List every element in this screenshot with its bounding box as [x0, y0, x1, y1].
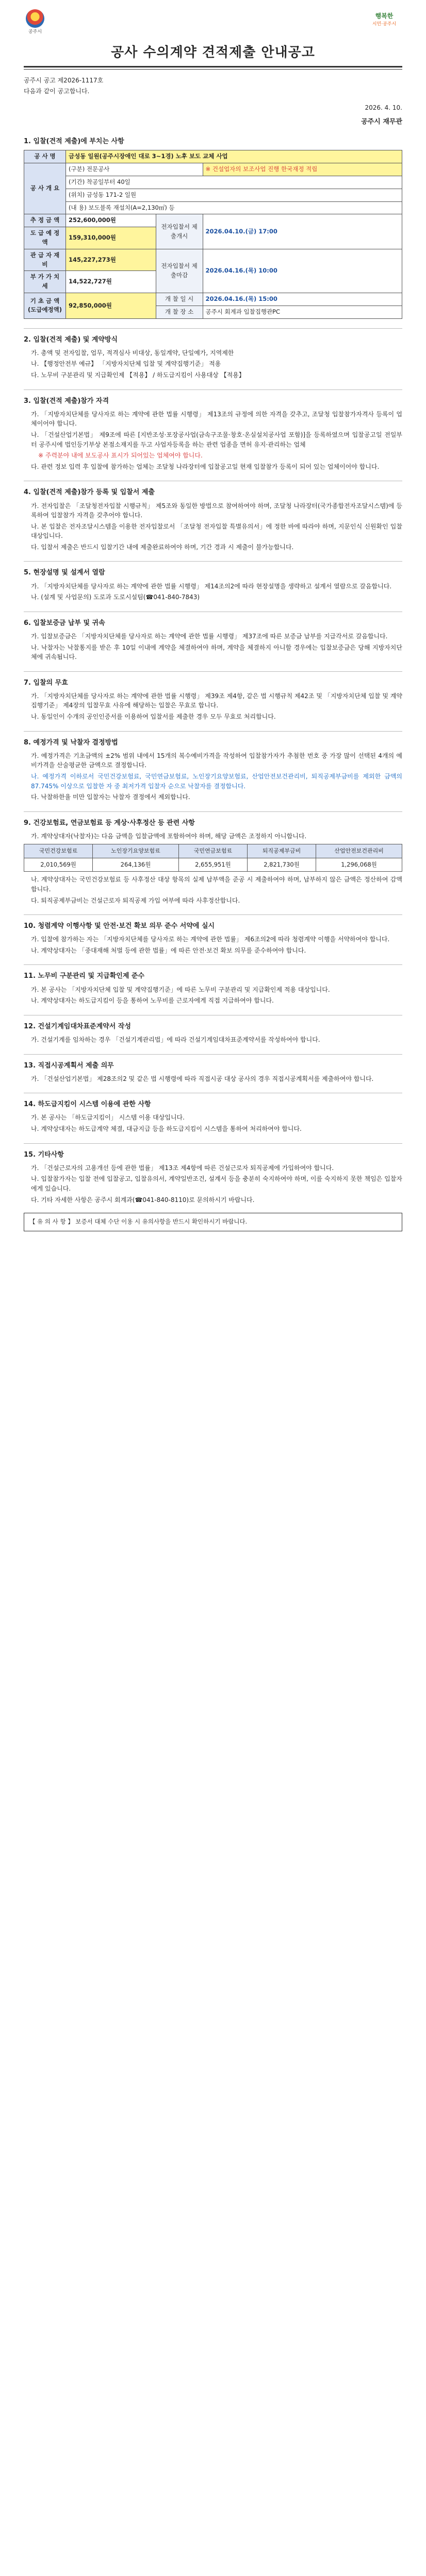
- section-14-item: 가. 본 공사는 「하도급지킴이」 시스템 이용 대상입니다.: [31, 1114, 185, 1122]
- overview-note: ※ 건설업자의 보조사업 진행 한국재정 적립: [203, 163, 402, 176]
- section-8-item: 다. 낙찰하한율 미만 입찰자는 낙찰자 결정에서 제외합니다.: [31, 793, 190, 801]
- notice-number: 공주시 공고 제2026-1117호: [24, 77, 104, 84]
- section-5-item: 나. (설계 및 사업문의) 도로과 도로시설팀(☎041-840-7843): [31, 594, 200, 601]
- section-2-heading: 2. 입찰(견적 제출) 및 계약방식: [24, 335, 118, 344]
- page-title: 공사 수의계약 견적제출 안내공고: [111, 45, 315, 60]
- table-cell: 2,010,569원: [24, 858, 93, 872]
- section-14-heading: 14. 하도급지킴이 시스템 이용에 관한 사항: [24, 1100, 151, 1109]
- section-1-heading: 1. 입찰(견적 제출)에 부치는 사항: [24, 138, 124, 146]
- table-row: [24, 163, 402, 176]
- section-6-heading: 6. 입찰보증금 납부 및 귀속: [24, 619, 105, 627]
- caution-box: 【 유 의 사 항 】 보증서 대체 수단 이용 시 유의사항을 반드시 확인하시기 바랍니다.: [24, 1213, 402, 1231]
- column-header: 퇴직공제부금비: [248, 844, 316, 858]
- table-cell: 1,296,068원: [316, 858, 402, 872]
- money-value: 145,227,273원: [66, 249, 156, 271]
- section-3-item: 가. 「지방자치단체를 당사자로 하는 계약에 관한 법률 시행령」 제13조의 규정에 의한 자격을 갖추고, 조달청 입찰참가자격사 등록이 업체이어야 합니다.: [31, 410, 402, 428]
- section-13-item: 가. 「건설산업기본법」 제28조의2 및 같은 법 시행령에 따라 직접시공 대상 공사의 경우 직접시공계획서를 제출하여야 합니다.: [31, 1075, 374, 1082]
- section-7-heading: 7. 입찰의 무효: [24, 679, 68, 687]
- table-row: [24, 214, 402, 227]
- row-label: 공 사 개 요: [24, 163, 66, 214]
- table-cell: 2,655,951원: [178, 858, 247, 872]
- column-header: 국민건강보험료: [24, 844, 93, 858]
- slogan-line-2: 시민·공주시: [372, 21, 397, 27]
- divider: [24, 811, 402, 812]
- divider: [24, 328, 402, 329]
- section-2-item: 가. 총액 및 전자입찰, 업무, 적격심사 비대상, 동일계약, 단일예가, 지역제한: [31, 349, 234, 357]
- table-row: [24, 150, 402, 163]
- table-row: [24, 189, 402, 201]
- section-8-item: 나. 예정가격 이하로서 국민건강보험료, 국민연금보험료, 노인장기요양보험료, 산업안전보건관리비, 퇴직공제부금비를 제외한 금액의 87.745% 이상으로 입찰한 자 중 최저가격 입찰자 순으로 낙찰자를 결정합니다.: [31, 772, 402, 790]
- section-9-heading: 9. 건강보험료, 연금보험료 등 계상·사후정산 등 관련 사항: [24, 819, 195, 827]
- overview-type: (구분) 전문공사: [66, 163, 203, 176]
- section-3-warning: ※ 주력분야 내에 보도공사 표시가 되어있는 업체여야 합니다.: [38, 452, 203, 460]
- section-10-item: 나. 계약상대자는 「중대재해 처벌 등에 관한 법률」에 따른 안전·보건 확보 의무를 준수하여야 합니다.: [31, 946, 306, 954]
- section-13-heading: 13. 직접시공계획서 제출 의무: [24, 1061, 114, 1070]
- section-5-item: 가. 「지방자치단체를 당사자로 하는 계약에 관한 법률 시행령」 제14조의2에 따라 현장설명을 생략하고 설계서 열람으로 갈음합니다.: [31, 582, 392, 590]
- schedule-value: 2026.04.10.(금) 17:00: [203, 214, 402, 249]
- column-header: 국민연금보험료: [178, 844, 247, 858]
- section-14-item: 나. 계약상대자는 하도급계약 체결, 대금지급 등을 하도급지킴이 시스템을 통하여 처리하여야 합니다.: [31, 1125, 302, 1132]
- table-row: [24, 858, 402, 872]
- money-label: 추 정 금 액: [24, 214, 66, 227]
- section-4-heading: 4. 입찰(견적 제출)참가 등록 및 입찰서 제출: [24, 488, 155, 497]
- column-header: 노인장기요양보험료: [93, 844, 179, 858]
- column-header: 산업안전보건관리비: [316, 844, 402, 858]
- insurance-table: [24, 844, 402, 872]
- section-11-item: 가. 본 공사는 「지방자치단체 입찰 및 계약집행기준」에 따른 노무비 구분관리 및 지급확인제 적용 대상입니다.: [31, 986, 330, 993]
- money-label: 도 급 예 정 액: [24, 227, 66, 249]
- table-row: [24, 249, 402, 271]
- schedule-value: 2026.04.16.(목) 10:00: [203, 249, 402, 293]
- money-label: 관 급 자 재 비: [24, 249, 66, 271]
- section-12-heading: 12. 건설기계임대차표준계약서 작성: [24, 1022, 131, 1030]
- section-10-heading: 10. 청렴계약 이행사항 및 안전·보건 확보 의무 준수 서약에 실시: [24, 922, 215, 930]
- schedule-value: 공주시 회계과 입찰집행관PC: [203, 306, 402, 318]
- city-logo: [24, 9, 46, 36]
- table-row: [24, 201, 402, 214]
- overview-period: (기간) 착공일부터 40일: [66, 176, 402, 189]
- overview-content: (내 용) 보도블록 재설치(A=2,130㎡) 등: [66, 201, 402, 214]
- section-6-item: 나. 낙찰자는 낙찰통지를 받은 후 10일 이내에 계약을 체결하여야 하며, 계약을 체결하지 아니할 경우에는 입찰보증금은 당해 지방자치단체에 귀속됩니다.: [31, 643, 402, 661]
- project-name: 금성동 일원(공주시장애인 대로 3~1경) 노후 보도 교체 사업: [66, 150, 402, 163]
- schedule-label: 전자입찰서 제출개시: [156, 214, 203, 249]
- money-value: 159,310,000원: [66, 227, 156, 249]
- divider: [24, 1143, 402, 1144]
- section-9-item: 다. 퇴직공제부금비는 건설근로자 퇴직공제 가입 여부에 따라 사후정산합니다.: [31, 896, 240, 904]
- section-5-heading: 5. 현장설명 및 설계서 열람: [24, 569, 105, 577]
- section-7-item: 가. 「지방자치단체를 당사자로 하는 계약에 관한 법률 시행령」 제39조 제4항, 같은 법 시행규칙 제42조 및 「지방자치단체 입찰 및 계약집행기준」 제4장의 입찰무효 사유에 해당하는 입찰은 무효로 합니다.: [31, 692, 402, 709]
- section-15-item: 가. 「건설근로자의 고용개선 등에 관한 법률」 제13조 제4항에 따른 건설근로자 퇴직공제에 가입하여야 합니다.: [31, 1164, 334, 1172]
- money-value: 92,850,000원: [66, 293, 156, 319]
- section-11-heading: 11. 노무비 구분관리 및 지급확인제 준수: [24, 972, 145, 980]
- notice-date: 2026. 4. 10.: [365, 104, 402, 112]
- city-emblem-icon: [26, 9, 44, 28]
- issuing-agency: 공주시 재무관: [361, 118, 402, 126]
- section-4-item: 다. 입찰서 제출은 반드시 입찰기간 내에 제출완료하여야 하며, 기간 경과 시 제출이 불가능합니다.: [31, 543, 294, 551]
- section-15-item: 다. 기타 자세한 사항은 공주시 회계과(☎041-840-8110)로 문의하시기 바랍니다.: [31, 1196, 255, 1204]
- notice-intro: 다음과 같이 공고합니다.: [24, 87, 90, 95]
- slogan-line-1: 행복한: [375, 12, 394, 20]
- schedule-value: 2026.04.16.(목) 15:00: [203, 293, 402, 306]
- section-3-heading: 3. 입찰(견적 제출)참가 자격: [24, 397, 109, 405]
- money-value: 14,522,727원: [66, 271, 156, 293]
- section-10-item: 가. 입찰에 참가하는 자는 「지방자치단체를 당사자로 하는 계약에 관한 법률」 제6조의2에 따라 청렴계약 이행을 서약하여야 합니다.: [31, 936, 390, 943]
- table-row: [24, 176, 402, 189]
- schedule-label: 전자입찰서 제출마감: [156, 249, 203, 293]
- table-cell: 264,136원: [93, 858, 179, 872]
- divider: [24, 731, 402, 732]
- row-label: 공 사 명: [24, 150, 66, 163]
- section-8-heading: 8. 예정가격 및 낙찰자 결정방법: [24, 738, 118, 747]
- section-4-item: 나. 본 입찰은 전자조달시스템을 이용한 전자입찰로서 「조달청 전자입찰 특별유의서」에 정한 바에 따라야 하며, 지문인식 신원확인 입찰 대상입니다.: [31, 522, 402, 540]
- money-label: 기 초 금 액 (도급예정액): [24, 293, 66, 319]
- section-2-item: 다. 노무비 구분관리 및 지급확인제 【적용】 / 하도급지킴이 사용대상 【적용】: [31, 371, 245, 379]
- section-15-item: 나. 입찰참가자는 입찰 전에 입찰공고, 입찰유의서, 계약일반조건, 설계서 등을 충분히 숙지하여야 하며, 이를 숙지하지 못한 책임은 입찰자에게 있습니다.: [31, 1175, 402, 1192]
- divider: [24, 561, 402, 562]
- divider: [24, 964, 402, 965]
- schedule-label: 개 찰 장 소: [156, 306, 203, 318]
- section-9-item: 나. 계약상대자는 국민건강보험료 등 사후정산 대상 항목의 실제 납부액을 준공 시 제출하여야 하며, 납부하지 않은 금액은 정산하여 감액합니다.: [31, 876, 402, 893]
- section-8-item: 가. 예정가격은 기초금액의 ±2% 범위 내에서 15개의 복수예비가격을 작성하여 입찰참가자가 추첨한 번호 중 가장 많이 선택된 4개의 예비가격을 산술평균한 금액으로 결정합니다.: [31, 752, 402, 769]
- section-12-item: 가. 건설기계를 임차하는 경우 「건설기계관리법」에 따라 건설기계임대차표준계약서를 작성하여야 합니다.: [31, 1036, 320, 1043]
- logo-text: 공주시: [28, 29, 42, 35]
- city-slogan: [366, 11, 402, 32]
- table-header-row: [24, 844, 402, 858]
- section-11-item: 나. 계약상대자는 하도급지킴이 등을 통하여 노무비를 근로자에게 직접 지급하여야 합니다.: [31, 997, 274, 1005]
- section-3-item: 다. 관련 정보 입력 후 입찰에 참가하는 업체는 조달청 나라장터에 입찰공고일 현재 입찰참가 등록이 되어 있는 업체이어야 합니다.: [31, 463, 380, 470]
- notice-page: [0, 0, 426, 1231]
- money-label: 부 가 가 치 세: [24, 271, 66, 293]
- section-6-item: 가. 입찰보증금은 「지방자치단체를 당사자로 하는 계약에 관한 법률 시행령」 제37조에 따른 보증금 납부를 지급각서로 갈음합니다.: [31, 632, 388, 640]
- notice-meta: [24, 76, 402, 96]
- section-2-item: 나. 【행정안전부 예규】 「지방자치단체 입찰 및 계약집행기준」 적용: [31, 360, 221, 368]
- overview-location: (위치) 금성동 171-2 일원: [66, 189, 402, 201]
- table-cell: 2,821,730원: [248, 858, 316, 872]
- divider: [24, 389, 402, 390]
- divider: [24, 914, 402, 915]
- table-row: [24, 293, 402, 306]
- overview-table: [24, 150, 402, 318]
- section-3-item: 나. 「건설산업기본법」 제9조에 따른 [지반조성·포장공사업(금속구조물·창호·온실설치공사업 포함)]을 등록하였으며 입찰공고일 전일부터 공주시에 법인등기부상 본점소재지를 두고 사업자등록을 하는 관련 업종을 면허 유지·관리하는 업체: [31, 431, 402, 448]
- section-9-intro: 가. 계약상대자(낙찰자)는 다음 금액을 입찰금액에 포함하여야 하며, 해당 금액은 조정하지 아니합니다.: [31, 832, 307, 840]
- section-7-item: 나. 동일인이 수개의 공인인증서를 이용하여 입찰서를 제출한 경우 모두 무효로 처리합니다.: [31, 713, 276, 721]
- divider: [24, 671, 402, 672]
- section-4-item: 가. 전자입찰은 「조달청전자입찰 시행규칙」 제5조와 동일한 방법으로 참여하여야 하며, 조달청 나라장터(국가종합전자조달시스템)에 등록하여 입찰참가 자격을 갖추어야 합니다.: [31, 502, 402, 519]
- money-value: 252,600,000원: [66, 214, 156, 227]
- section-15-heading: 15. 기타사항: [24, 1150, 64, 1159]
- title-divider: [24, 66, 402, 70]
- schedule-label: 개 찰 일 시: [156, 293, 203, 306]
- divider: [24, 1054, 402, 1055]
